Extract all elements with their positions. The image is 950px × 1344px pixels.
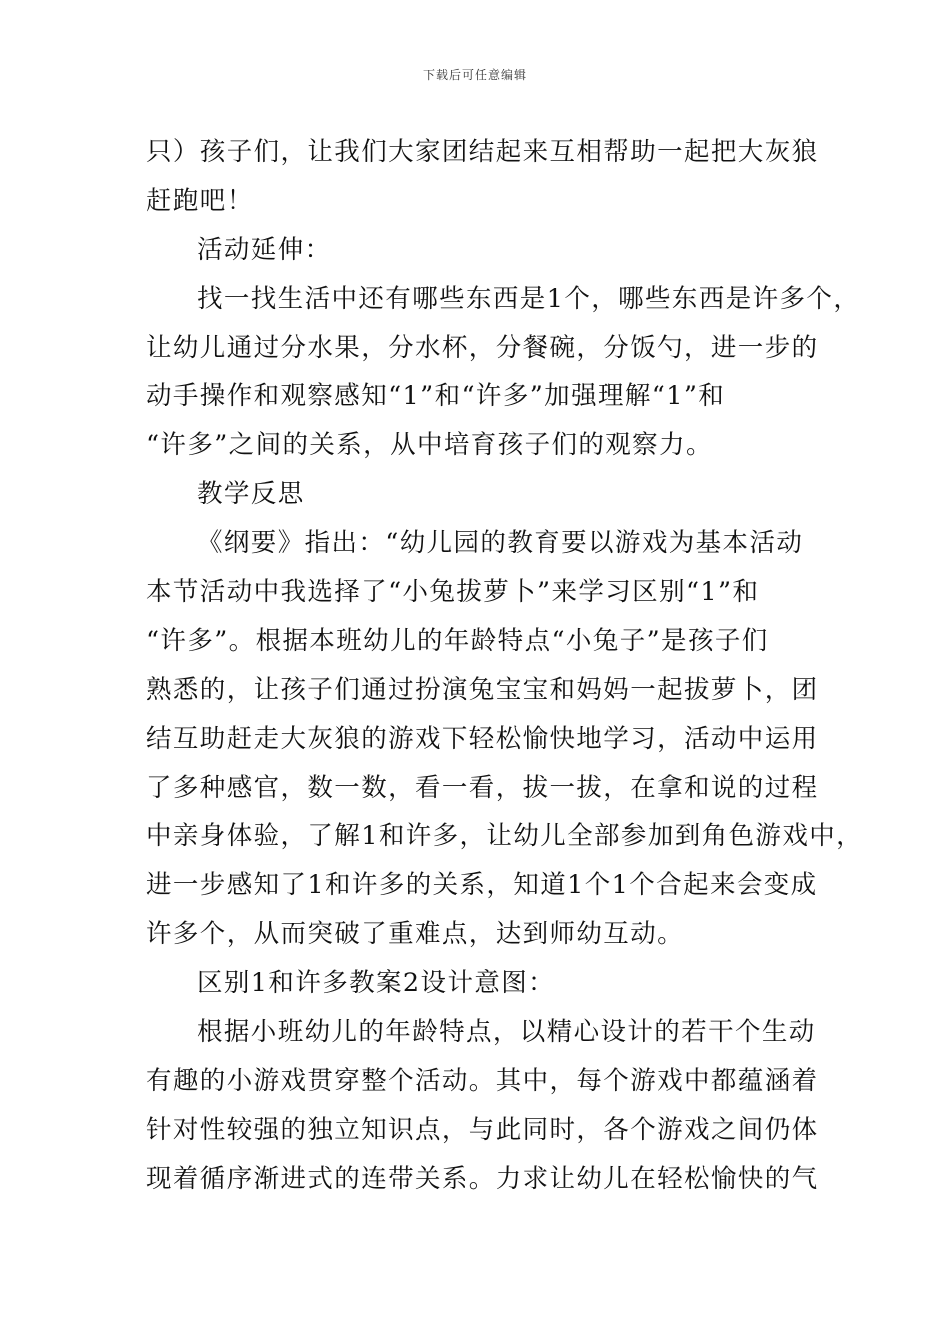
text-line-14: 了多种感官，数一数，看一看，拔一拔，在拿和说的过程 bbox=[146, 772, 819, 803]
text-line-21: 针对性较强的独立知识点，与此同时，各个游戏之间仍体 bbox=[146, 1114, 819, 1145]
text-line-7: “许多”之间的关系，从中培育孩子们的观察力。 bbox=[146, 430, 713, 461]
section-heading-design-intent: 区别1和许多教案2设计意图： bbox=[197, 968, 556, 999]
text-line-17: 许多个，从而突破了重难点，达到师幼互动。 bbox=[146, 919, 685, 950]
section-heading-teaching-reflection: 教学反思 bbox=[197, 479, 305, 510]
text-line-11: “许多”。根据本班幼儿的年龄特点“小兔子”是孩子们 bbox=[146, 625, 769, 656]
text-line-10: 本节活动中我选择了“小兔拔萝卜”来学习区别“1”和 bbox=[146, 577, 760, 608]
text-line-1: 只）孩子们，让我们大家团结起来互相帮助一起把大灰狼 bbox=[146, 137, 819, 167]
text-line-13: 结互助赶走大灰狼的游戏下轻松愉快地学习，活动中运用 bbox=[146, 723, 819, 754]
text-line-6: 动手操作和观察感知“1”和“许多”加强理解“1”和 bbox=[146, 381, 726, 412]
document-body bbox=[146, 128, 864, 1204]
text-line-5: 让幼儿通过分水果，分水杯，分餐碗，分饭勺，进一步的 bbox=[146, 332, 819, 363]
page-header: 下载后可任意编辑 bbox=[422, 68, 527, 82]
text-line-22: 现着循序渐进式的连带关系。力求让幼儿在轻松愉快的气 bbox=[146, 1163, 819, 1194]
text-line-20: 有趣的小游戏贯穿整个活动。其中，每个游戏中都蕴涵着 bbox=[146, 1065, 819, 1096]
text-line-4: 找一找生活中还有哪些东西是1个，哪些东西是许多个， bbox=[197, 283, 861, 314]
text-line-15: 中亲身体验，了解1和许多，让幼儿全部参加到角色游戏中， bbox=[146, 821, 864, 852]
text-line-12: 熟悉的，让孩子们通过扮演兔宝宝和妈妈一起拔萝卜，团 bbox=[146, 674, 819, 705]
text-line-9: 《纲要》指出：“幼儿园的教育要以游戏为基本活动 bbox=[197, 528, 804, 559]
text-line-19: 根据小班幼儿的年龄特点，以精心设计的若干个生动 bbox=[197, 1017, 816, 1048]
section-heading-activity-extension: 活动延伸： bbox=[197, 234, 332, 265]
text-line-2: 赶跑吧！ bbox=[146, 185, 254, 216]
text-line-16: 进一步感知了1和许多的关系，知道1个1个合起来会变成 bbox=[146, 870, 818, 901]
